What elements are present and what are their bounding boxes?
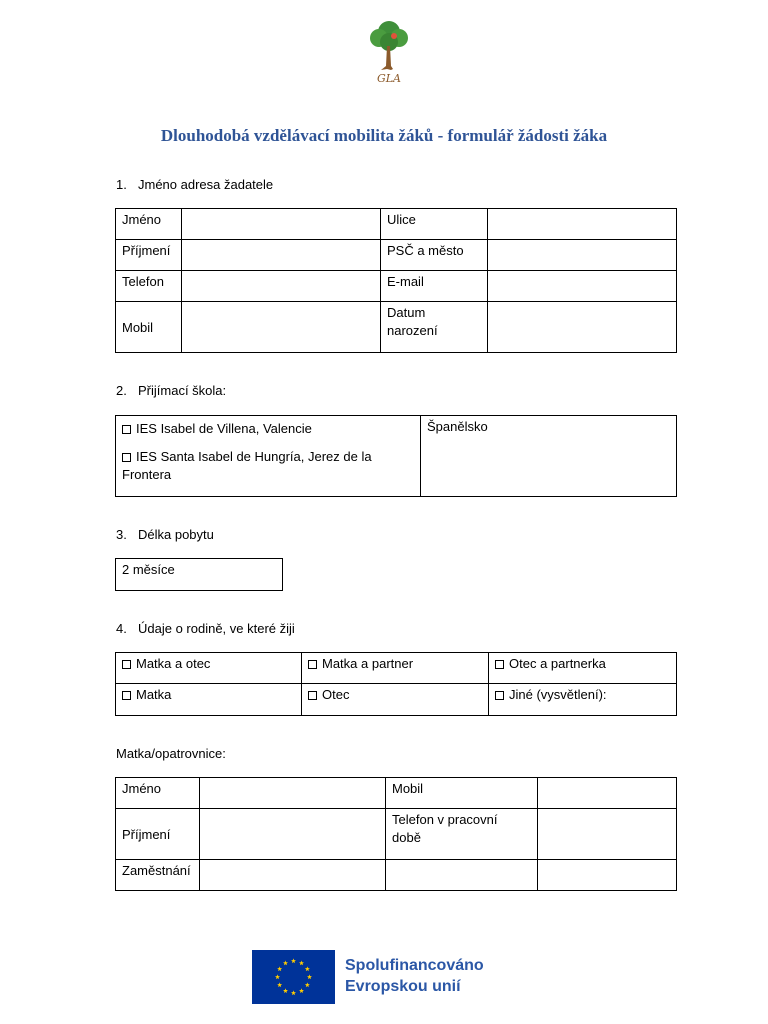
- section-number: 3.: [116, 527, 127, 542]
- section-title: Délka pobytu: [138, 527, 214, 542]
- label-jmeno: Jméno: [116, 778, 200, 809]
- table-row: [116, 684, 677, 716]
- checkbox[interactable]: [122, 691, 131, 700]
- school-country: Španělsko: [421, 416, 677, 497]
- logo-text: GLA: [376, 72, 402, 85]
- stay-length-value[interactable]: 2 měsíce: [116, 559, 283, 591]
- section-number: 2.: [116, 383, 127, 398]
- field-mobil[interactable]: [182, 302, 381, 353]
- checkbox[interactable]: [495, 660, 504, 669]
- family-option-label: Jiné (vysvětlení):: [509, 687, 607, 702]
- school-option-label: IES Isabel de Villena, Valencie: [136, 421, 312, 436]
- mother-heading: Matka/opatrovnice:: [116, 746, 226, 761]
- field-prijmeni[interactable]: [182, 240, 381, 271]
- school-options-cell: [116, 416, 421, 497]
- family-option-label: Otec: [322, 687, 350, 702]
- family-option-label: Matka a otec: [136, 656, 211, 671]
- checkbox[interactable]: [122, 453, 131, 462]
- field-telefon-prace[interactable]: [538, 809, 677, 860]
- family-option[interactable]: [116, 684, 302, 716]
- label-prijmeni: Příjmení: [116, 240, 182, 271]
- table-row: [116, 559, 283, 591]
- section4-heading: [116, 621, 295, 636]
- label-psc-mesto: PSČ a město: [381, 240, 488, 271]
- checkbox[interactable]: [122, 425, 131, 434]
- label-mobil: Mobil: [116, 302, 182, 353]
- table-row: [116, 653, 677, 684]
- checkbox[interactable]: [122, 660, 131, 669]
- checkbox[interactable]: [308, 691, 317, 700]
- field-prijmeni[interactable]: [200, 809, 386, 860]
- school-option[interactable]: [122, 420, 414, 438]
- label-telefon: Telefon: [116, 271, 182, 302]
- family-option[interactable]: [489, 684, 677, 716]
- section-title: Jméno adresa žadatele: [138, 177, 274, 192]
- school-logo: [364, 18, 414, 86]
- label-email: E-mail: [381, 271, 488, 302]
- family-option-label: Matka: [136, 687, 172, 702]
- eu-text-line: Spolufinancováno: [345, 957, 484, 974]
- field-ulice[interactable]: [488, 209, 677, 240]
- label-zamestnani: Zaměstnání: [116, 860, 200, 891]
- field-telefon[interactable]: [182, 271, 381, 302]
- table-row: [116, 209, 677, 240]
- table-row: [116, 778, 677, 809]
- field-datum-narozeni[interactable]: [488, 302, 677, 353]
- label-telefon-prace: [386, 809, 538, 860]
- table-row: [116, 809, 677, 860]
- mother-table: [115, 777, 677, 891]
- field-mobil[interactable]: [538, 778, 677, 809]
- family-option[interactable]: [116, 653, 302, 684]
- family-option-label: Matka a partner: [322, 656, 414, 671]
- applicant-table: [115, 208, 677, 353]
- section2-heading: [116, 383, 226, 398]
- family-table: [115, 652, 677, 716]
- section-title: Údaje o rodině, ve které žiji: [138, 621, 295, 636]
- table-row: [116, 860, 677, 891]
- family-option[interactable]: [489, 653, 677, 684]
- family-option-label: Otec a partnerka: [509, 656, 606, 671]
- checkbox[interactable]: [495, 691, 504, 700]
- label-jmeno: Jméno: [116, 209, 182, 240]
- label-ulice: Ulice: [381, 209, 488, 240]
- family-option[interactable]: [302, 653, 489, 684]
- field-email[interactable]: [488, 271, 677, 302]
- label-line: Telefon v pracovní: [392, 812, 498, 827]
- eu-cofunding-text: [345, 955, 484, 997]
- label-line: době: [392, 830, 421, 845]
- table-row: [116, 240, 677, 271]
- label-prijmeni: Příjmení: [116, 809, 200, 860]
- field-jmeno[interactable]: [182, 209, 381, 240]
- section3-heading: [116, 527, 214, 542]
- label-line: narození: [387, 323, 438, 338]
- eu-flag: [252, 950, 335, 1004]
- label-line: Datum: [387, 305, 426, 320]
- table-row: [116, 271, 677, 302]
- stay-length-table: [115, 558, 283, 591]
- school-table: [115, 415, 677, 497]
- table-row: [116, 416, 677, 497]
- family-option[interactable]: [302, 684, 489, 716]
- field-psc-mesto[interactable]: [488, 240, 677, 271]
- school-option-label-cont: Frontera: [122, 467, 172, 482]
- section1-heading: [116, 177, 273, 192]
- page-title: Dlouhodobá vzdělávací mobilita žáků - formulář žádosti žáka: [160, 126, 608, 145]
- section-title: Přijímací škola:: [138, 383, 227, 398]
- eu-text-line: Evropskou unií: [345, 978, 461, 995]
- section-number: 4.: [116, 621, 127, 636]
- label-datum-narozeni: [381, 302, 488, 353]
- label-mobil: Mobil: [386, 778, 538, 809]
- field-zamestnani[interactable]: [200, 860, 386, 891]
- empty-field[interactable]: [538, 860, 677, 891]
- school-option[interactable]: [122, 448, 414, 484]
- section-number: 1.: [116, 177, 127, 192]
- checkbox[interactable]: [308, 660, 317, 669]
- empty-label: [386, 860, 538, 891]
- school-option-label: IES Santa Isabel de Hungría, Jerez de la: [136, 449, 372, 464]
- field-jmeno[interactable]: [200, 778, 386, 809]
- table-row: [116, 302, 677, 353]
